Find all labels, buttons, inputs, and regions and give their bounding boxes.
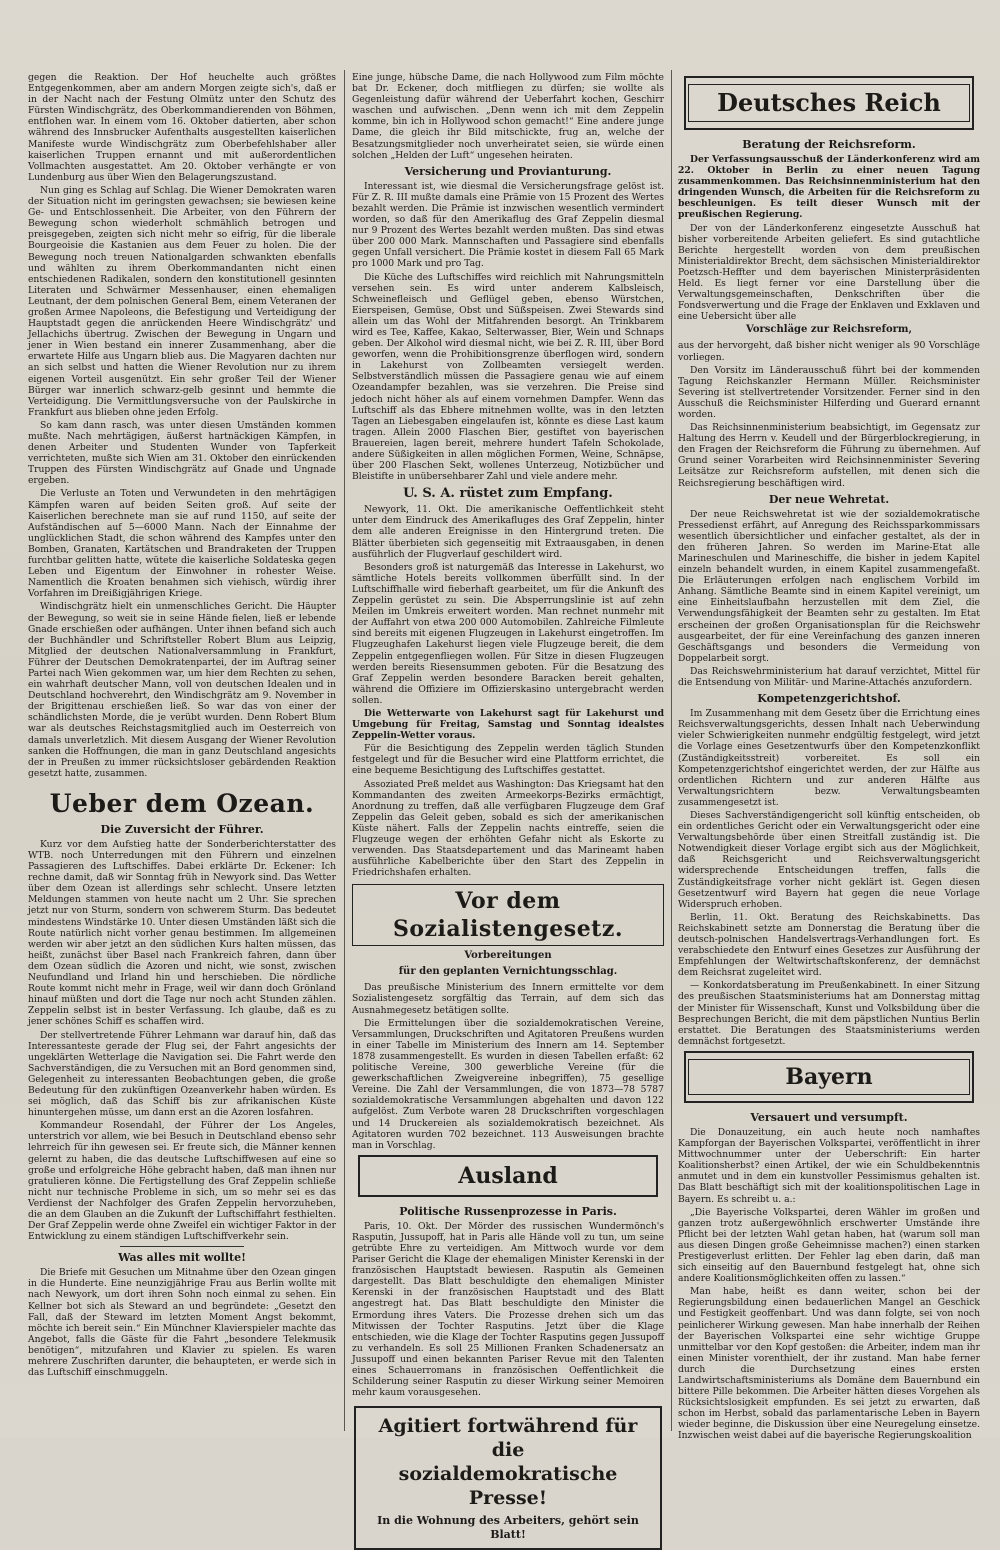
divider xyxy=(120,1246,243,1247)
paragraph: Dieses Sachverständigengericht soll künftig entscheiden, ob ein ordentliches Gericht oder ein Verwaltungsgericht oder eine Verwaltungsbehörde über einen Streitfall zuständig ist. Die Notwendigkeit dieser Vorlage ergibt sich aus der Möglichkeit, daß Reichsgericht und Reichsverwaltungsgericht widersprechende Entscheidungen treffen, falls die Zuständigkeitsfrage vorher nicht geklärt ist. Gegen diesen Gesetzentwurf wird Bayern hat gegen die neue Vorlage Widerspruch erhoben. xyxy=(678,809,980,910)
ocean-heading: Ueber dem Ozean. xyxy=(49,788,315,818)
column-left xyxy=(28,72,336,1429)
column-rule xyxy=(671,70,672,1431)
ad-line-2: sozialdemokratische Presse! xyxy=(398,1463,618,1510)
advertisement-box xyxy=(354,1406,662,1550)
wollte-heading: Was alles mit wollte! xyxy=(118,1251,246,1265)
bayern-subheading: Versauert und versumpft. xyxy=(750,1110,908,1124)
reich-heading-box xyxy=(684,76,974,130)
kompetenz-heading: Kompetenzgerichtshof. xyxy=(757,692,901,706)
usa-heading: U. S. A. rüstet zum Empfang. xyxy=(403,486,613,502)
intro-article xyxy=(28,72,336,779)
ad-line-1: Agitiert fortwährend für die xyxy=(378,1415,638,1462)
reich-heading: Deutsches Reich xyxy=(688,84,970,122)
ocean-subheading: Die Zuversicht der Führer. xyxy=(100,822,264,836)
sozial-subheading-2: für den geplanten Vernichtungsschlag. xyxy=(398,966,618,978)
ausland-subheading: Politische Russenprozesse in Paris. xyxy=(399,1204,617,1218)
paragraph: Newyork, 11. Okt. Die amerikanische Oeffentlichkeit steht unter dem Eindruck des Amerikafluges des Graf Zeppelin, hinter dem alle anderen Ereignisse in den Hintergrund treten. Die Blätter überbieten sich gegenseitig mit Extraausgaben, in denen ausführlich der Flugverlauf geschildert wird. xyxy=(352,504,664,560)
paragraph: aus der hervorgeht, daß bisher nicht weniger als 90 Vorschläge vorliegen. xyxy=(678,340,980,363)
paragraph: Kurz vor dem Aufstieg hatte der Sonderberichterstatter des WTB. noch Unterredungen mit den Führern und einzelnen Passagieren des Luftschiffes. Dabei erklärte Dr. Eckener: Ich rechne damit, daß wir Sonntag früh in Newyork sind. Das Wetter über dem Ozean ist allerdings sehr schlecht. Unsere letzten Meldungen stammen von heute nacht um 2 Uhr. Sie sprechen jetzt nur von Sturm, sondern von schwerem Sturm. Das bedeutet mindestens Windstärke 10. Unter diesen Umständen läßt sich die Route natürlich nicht vorher genau bestimmen. Im allgemeinen werden wir aber jetzt an den südlichen Kurs halten müssen, das heißt, zunächst über Basel nach Frankreich fahren, dann über dem Ozean südlich die Azoren und nicht, wie sonst, zwischen Neufundland und Irland hin und herschieben. Die nördliche Route kommt nicht mehr in Frage, weil wir dann doch Grönland hinauf müßten und dort die Tage nur noch acht Stunden zählen. Zeppelin selbst ist in bester Verfassung. Ich glaube, daß es zu jener schönes Schiff es schaffen wird. xyxy=(28,838,336,1028)
paragraph: Die Briefe mit Gesuchen um Mitnahme über den Ozean gingen in die Hunderte. Eine neunzigjährige Frau aus Berlin wollte mit nach Newyork, um dort ihren Sohn noch einmal zu sehen. Ein Kellner bot sich als Steward an und begründete: „Gesetzt den Fall, daß der Steward im letzten Moment Angst bekommt, möchte ich bereit sein.“ Ein Münchner Klavierspieler machte das Angebot, falls die Gäste für die Fahrt „besondere Telekmusik benötigen“, mitzufahren und Klavier zu spielen. Es waren mehrere Zuschriften darunter, die behaupteten, er werde sich in das Luftschiff einschmuggeln. xyxy=(28,1267,336,1379)
paragraph: Für die Besichtigung des Zeppelin werden täglich Stunden festgelegt und für die Besucher wird eine Plattform errichtet, die eine bequeme Besichtigung des Luftschiffes gestattet. xyxy=(352,743,664,777)
column-middle xyxy=(352,72,664,1542)
paragraph: Nun ging es Schlag auf Schlag. Die Wiener Demokraten waren der Situation nicht im geringsten gewachsen; sie bewiesen keine Ge- und Entschlossenheit. Die Arbeiter, von den Führern der Bewegung schon wiederholt schmählich betrogen und preisgegeben, zeigten sich nicht mehr so eifrig, für die liberale Bourgeoisie die Kastanien aus dem Feuer zu holen. Die der Bewegung noch treuen Nationalgarden schwankten ebenfalls und wählten zu ihrem Oberkommandanten nicht einen entschiedenen Radikalen, sondern den konstitutionell gesinnten Literaten und Schwärmer Messenhauser, einen ehemaligen Leutnant, der dem polnischen General Bem, einem Veteranen der großen Armee Napoleons, die Befestigung und Verteidigung der Hauptstadt gegen die anrückenden Heere Windischgrätz' und Jellachichs übertrug. Zwischen der Bewegung in Ungarn und jener in Wien bestand ein innerer Zusammenhang, aber die erwartete Hilfe aus Ungarn blieb aus. Die Magyaren dachten nur an sich selbst und hatten die Wiener Revolution nur zu ihrem eigenen Vorteil ausgenützt. Ein sehr großer Teil der Wiener Bürger war innerlich schwarz-gelb gesinnt und hemmte die Verteidigung. Die Vermittlungsversuche von der Paulskirche in Frankfurt aus blieben ohne jeden Erfolg. xyxy=(28,184,336,418)
ausland-heading-box xyxy=(358,1155,658,1197)
paragraph: Die Ermittelungen über die sozialdemokratischen Vereine, Versammlungen, Druckschriften und Agitatoren Preußens wurden in einer Tabelle im Ministerium des Innern am 14. September 1878 zusammengestellt. Es wurden in diesen Tabellen erfaßt: 62 politische Vereine, 300 gewerbliche Vereine (für die gewerkschaftlichen Zweigvereine inbegriffen), 75 gesellige Vereine. Die Zahl der Versammlungen, die von 1873—78 5787 sozialdemokratische Versammlungen abgehalten und davon 122 aufgelöst. Zum Verbote waren 28 Druckschriften vorgeschlagen und 14 Druckereien als sozialdemokratisch bezeichnet. Als Agitatoren wurden 702 bezeichnet. 113 Ausweisungen brachte man in Vorschlag. xyxy=(352,1017,664,1151)
reich-subheading: Beratung der Reichsreform. xyxy=(742,138,916,151)
paragraph: Windischgrätz hielt ein unmenschliches Gericht. Die Häupter der Bewegung, so weit sie in seine Hände fielen, ließ er lebende Gnade erschießen oder aufhängen. Unter ihnen befand sich auch der Buchhändler und Schriftsteller Robert Blum aus Leipzig, Mitglied der deutschen Nationalversammlung in Frankfurt, Führer der Deutschen Demokratenpartei, der im Auftrag seiner Partei nach Wien gekommen war, um hier dem Rechten zu sehen, ein wahrhaft deutscher Mann, voll von deutschen Idealen und in Deutschland hochverehrt, den Windischgrätz am 9. November in der Brigittenau erschießen ließ. So war das von einer der schändlichsten Morde, die je verübt wurden. Denn Robert Blum war als deutsches Reichstagsmitglied auch im Oesterreich von damals unverletzlich. Mit diesem Ausgang der Wiener Revolution sanken die Hoffnungen, die man in ganz Deutschland angesichts der in Preußen zu immer rücksichtsloser gebärdenden Reaktion gesetzt hatte, zusammen. xyxy=(28,601,336,779)
paragraph: gegen die Reaktion. Der Hof heuchelte auch größtes Entgegenkommen, aber am andern Morgen zeigte sich's, daß er in der Nacht nach der Festung Olmütz unter den Schutz des Fürsten Windischgrätz, des Oberkommandierenden von Böhmen, entflohen war. In einem vom 16. Oktober datierten, aber schon während des Innsbrucker Aufenthalts ausgestellten kaiserlichen Manifeste wurde Windischgrätz zum Oberbefehlshaber aller kaiserlichen Truppen ernannt und mit außerordentlichen Vollmachten ausgestattet. Am 20. Oktober verhängte er von Lundenburg aus über Wien den Belagerungszustand. xyxy=(28,72,336,183)
column-right xyxy=(678,72,980,1442)
paragraph: Das Reichswehrministerium hat darauf verzichtet, Mittel für die Entsendung von Militär- und Marine-Attachés anzufordern. xyxy=(678,665,980,689)
paragraph: Interessant ist, wie diesmal die Versicherungsfrage gelöst ist. Für Z. R. III mußte damals eine Prämie von 15 Prozent des Wertes bezahlt werden. Die Prämie ist inzwischen wesentlich vermindert worden, so daß für den Amerikaflug des Graf Zeppelin diesmal nur 9 Prozent des Wertes bezahlt werden mußten. Das sind etwas über 200 000 Mark. Mannschaften und Passagiere sind ebenfalls gegen Unfall versichert. Die Prämie kostet in diesem Fall 65 Mark pro 1000 Mark und pro Tag. xyxy=(352,180,664,270)
paragraph: Eine junge, hübsche Dame, die nach Hollywood zum Film möchte bat Dr. Eckener, doch mitfliegen zu dürfen; sie wollte als Gegenleistung dafür während der Ueberfahrt kochen, Geschirr waschen und aufwischen. „Denn wenn ich mit dem Zeppelin komme, bin ich in Hollywood schon gemacht!“ Eine andere junge Dame, die gleich ihr Bild mitschickte, frug an, welche der Besatzungsmitglieder noch unverheiratet seien, sie würde einen solchen „Helden der Luft“ ungesehen heiraten. xyxy=(352,72,664,161)
paragraph: Im Zusammenhang mit dem Gesetz über die Errichtung eines Reichsverwaltungsgerichts, dessen Inhalt nach Ueberwindung vieler Schwierigkeiten nunmehr endgültig festgelegt, wird jetzt die Vorlage eines Gesetzentwurfs über den Kompetenzkonflikt (Zuständigkeitsstreit) vorbereitet. Es soll ein Kompetenzgerichtshof eingerichtet werden, der zur Hälfte aus ordentlichen Richtern und zur anderen Hälfte aus Verwaltungsrichtern bezw. Verwaltungsbeamten zusammengesetzt ist. xyxy=(678,708,980,808)
paragraph: Paris, 10. Okt. Der Mörder des russischen Wundermönch's Rasputin, Jussupoff, hat in Paris alle Hände voll zu tun, um seine getrübte Ehre zu verteidigen. Am Mittwoch wurde vor dem Pariser Gericht die Klage der ehemaligen Minister Kerenski in der französischen Hauptstadt bewiesen. Rasputin als Gemeinen dargestellt. Das Blatt beschuldigte den ehemaligen Minister Kerenski in der französischen Hauptstadt und des Blatt angestregt hat. Das Blatt beschuldigte den Minister die Ermordung ihres Vaters. Die Prozesse drehen sich um das Mitwissen der Tochter Rasputins. Jetzt über die Klage entschieden, wie die Klage der Tochter Rasputins gegen Jussupoff zu verhandeln. Es soll 25 Millionen Franken Schadenersatz an Jussupoff und einen bekannten Pariser Revue mit den Talenten eines Schauerromans in französischen Oeffentlichkeit die Schilderung seiner Rasputin zu dieser Wirkung seiner Memoiren mehr kaum vorausgesehen. xyxy=(352,1220,664,1399)
ad-line-3: In die Wohnung des Arbeiters, gehört sein Blatt! xyxy=(377,1514,639,1542)
paragraph: Die Verluste an Toten und Verwundeten in den mehrtägigen Kämpfen waren auf beiden Seiten groß. Auf seite der Kaiserlichen berechnete man sie auf rund 1150, auf seite der Aufständischen auf 5—6000 Mann. Nach der Einnahme der unglücklichen Stadt, die schon während des Kampfes unter den Bomben, Granaten, Kartätschen und Brandraketen der Truppen furchtbar gelitten hatte, wütete die kaiserliche Soldateska gegen Leben und Eigentum der Einwohner in rohester Weise. Namentlich die Kroaten benahmen sich viehisch, würdig ihrer Vorfahren im Dreißigjährigen Kriege. xyxy=(28,488,336,600)
sozial-heading: Vor dem Sozialistengesetz. xyxy=(352,884,664,946)
paragraph: Das Reichsinnenministerium beabsichtigt, im Gegensatz zur Haltung des Herrn v. Keudell und der Bürgerblockregierung, in den Fragen der Reichsreform die Führung zu übernehmen. Auf Grund seiner Vorarbeiten wird Reichsinnenminister Severing Leitsätze zur Reichsreform aufstellen, mit denen sich die Reichsregierung beschäftigen wird. xyxy=(678,422,980,489)
paragraph: Die Wetterwarte von Lakehurst sagt für Lakehurst und Umgebung für Freitag, Samstag und Sonntag idealstes Zeppelin-Wetter voraus. xyxy=(352,707,664,742)
paragraph: — Konkordatsberatung im Preußenkabinett. In einer Sitzung des preußischen Staatsministeriums hat am Donnerstag mittag der Minister für Wissenschaft, Kunst und Volksbildung über die Besprechungen Bericht, die mit dem päpstlichen Nuntius Berlin erstattet. Die Beratungen des Staatsministeriums werden demnächst fortgesetzt. xyxy=(678,980,980,1047)
paragraph: So kam dann rasch, was unter diesen Umständen kommen mußte. Nach mehrtägigen, äußerst hartnäckigen Kämpfen, in denen Arbeiter und Studenten Wunder von Tapferkeit verrichteten, mußte sich Wien am 31. Oktober den einrückenden Truppen des Fürsten Windischgrätz auf Gnade und Ungnade ergeben. xyxy=(28,419,336,487)
paragraph: Die Donauzeitung, ein auch heute noch namhaftes Kampforgan der Bayerischen Volkspartei, veröffentlicht in ihrer Mittwochnummer unter der Ueberschrift: Ein harter Koalitionsherbst? einen Artikel, der wie ein Schuldbekenntnis anmutet und in dem ein kunstvoller Pessimismus gehalten ist. Das Blatt beschäftigt sich mit der koalitionspolitischen Lage in Bayern. Es schreibt u. a.: xyxy=(678,1126,980,1205)
ausland-heading: Ausland xyxy=(458,1162,558,1189)
paragraph: Den Vorsitz im Länderausschuß führt bei der kommenden Tagung Reichskanzler Hermann Müller. Reichsminister Severing ist stellvertretender Vorsitzender. Ferner sind in den Ausschuß die Reichsminister Hilferding und Guerard ernannt worden. xyxy=(678,364,980,420)
paragraph: Berlin, 11. Okt. Beratung des Reichskabinetts. Das Reichskabinett setzte am Donnerstag die Beratung über die deutsch-polnischen Handelsvertrags-Verhandlungen fort. Es verabschiedete den Entwurf eines Gesetzes zur Ausführung der Empfehlungen der Weltwirtschaftskonferenz, der demnächst dem Reichsrat zugeleitet wird. xyxy=(678,911,980,979)
paragraph: „Die Bayerische Volkspartei, deren Wähler im großen und ganzen trotz außergewöhnlich erschwerter Umstände ihre Pflicht bei der letzten Wahl getan haben, hat (warum soll man aus diesen Dingen große Geheimnisse machen?) einen starken Prestigeverlust erlitten. Der Fehler lag eben darin, daß man sich einseitig auf den Bauernbund festgelegt hat, ohne sich andere Koalitionsmöglichkeiten offen zu lassen.“ xyxy=(678,1206,980,1285)
bayern-heading: Bayern xyxy=(688,1059,970,1095)
paragraph: Der stellvertretende Führer Lehmann war darauf hin, daß das Interessanteste gerade der Flug sei, der Fahrt angesichts der ungeklärten Wetterlage die Navigation sei. Die Fahrt werde den Sachverständigen, die zu Versuchen mit an Bord genommen sind, Gelegenheit zu interessanten Beobachtungen geben, die große Bedeutung für den zukünftigen Ozeanverkehr haben würden. Es sei möglich, daß das Schiff bis zur afrikanischen Küste hinuntergehen müsse, um dann erst an die Azoren losfahren. xyxy=(28,1029,336,1119)
paragraph: Kommandeur Rosendahl, der Führer der Los Angeles, unterstrich vor allem, wie bei Besuch in Deutschland ebenso sehr lehrreich für ihn gewesen sei. Er freute sich, die Männer kennen gelernt zu haben, die das deutsche Luftschiffwesen auf eine so große und erfolgreiche Höhe gebracht haben, daß man ihnen nur gratulieren könne. Die Fertigstellung des Graf Zeppelin schließe nicht nur technische Probleme in sich, um so mehr sei es das Verdienst der Nachfolger des Grafen Zeppelin hervorzuheben, die an dem Glauben an die Zukunft der Luftschiffahrt festhielten. Der Graf Zeppelin werde ohne Zweifel ein wichtiger Faktor in der Entwicklung zu einem ständigen Luftschiffverkehr sein. xyxy=(28,1120,336,1243)
paragraph: Besonders groß ist naturgemäß das Interesse in Lakehurst, wo sämtliche Hotels bereits vollkommen überfüllt sind. In der Luftschiffhalle wird fieberhaft gearbeitet, um für die Ankunft des Zeppelin gerüstet zu sein. Die Absperrungslinie ist auf zehn Meilen im Umkreis erweitert worden. Man rechnet nunmehr mit der Auffahrt von etwa 200 000 Automobilen. Zahlreiche Filmleute sind bereits mit eigenen Flugzeugen in Lakehurst eingetroffen. Im Flugzeughafen Lakehurst liegen viele Flugzeuge bereit, die dem Zeppelin entgegenfliegen wollen. Für Sitze in diesen Flugzeugen werden bereits Riesensummen geboten. Für die Besatzung des Graf Zeppelin werden besondere Baracken bereit gehalten, während die Offiziere im Offizierskasino untergebracht werden sollen. xyxy=(352,561,664,706)
paragraph: Der Verfassungsausschuß der Länderkonferenz wird am 22. Oktober in Berlin zu einer neuen Tagung zusammenkommen. Das Reichsinnenministerium hat den dringenden Wunsch, die Arbeiten für die Reichsreform zu beschleunigen. Es teilt dieser Wunsch mit der preußischen Regierung. xyxy=(678,154,980,221)
paragraph: Assoziated Preß meldet aus Washington: Das Kriegsamt hat den Kommandanten des zweiten Armeekorps-Bezirks ermächtigt, Anordnung zu treffen, daß alle verfügbaren Flugzeuge dem Graf Zeppelin das Geleit geben, sobald es sich der amerikanischen Küste nähert. Falls der Zeppelin nachts eintreffe, seien die Flugzeuge wegen der erhöhten Gefahr nicht als Eskorte zu verwenden. Das Staatsdepartement und das Marineamt haben ausführliche Kabelberichte über den Start des Zeppelin in Friedrichshafen erhalten. xyxy=(352,778,664,879)
column-rule xyxy=(344,70,345,1431)
bayern-heading-box xyxy=(684,1051,974,1103)
vorschlaege-label: Vorschläge zur Reichsreform, xyxy=(746,324,912,336)
paragraph: Man habe, heißt es dann weiter, schon bei der Regierungsbildung einen bedauerlichen Mangel an Geschick und Festigkeit geoffenbart. Und was dann folgte, sei von noch peinlicherer Wirkung gewesen. Man habe innerhalb der Reihen der Bayerischen Volkspartei eine sehr wichtige Gruppe unmittelbar vor den Kopf gestoßen: die Arbeiter, indem man ihr einen Minister vorenthielt, der ihr zustand. Man habe ferner durch die Durchsetzung eines ersten Landwirtschaftsministeriums als Domäne dem Bauernbund ein bittere Pille bekommen. Die Arbeiter hätten dieses Vorgehen als Rücksichtslosigkeit empfunden. Es sei jetzt zu erwarten, daß schon im Herbst, sobald das parlamentarische Leben in Bayern wieder beginne, die Diskussion über eine Neuregelung einsetze. Inzwischen weist dabei auf die bayerische Regierungskoalition xyxy=(678,1286,980,1442)
wehretat-heading: Der neue Wehretat. xyxy=(768,492,890,506)
paragraph: Der neue Reichswehretat ist wie der sozialdemokratische Pressedienst erfährt, auf Anregung des Reichssparkommissars wesentlich übersichtlicher und einfacher gestaltet, als der in den früheren Jahren. So werden im Marine-Etat alle Marineschulen und Marineschiffe, die bisher in jedem Kapitel einzeln behandelt wurden, in einem Kapitel zusammengefaßt. Die Erläuterungen erfolgen nach englischem Vorbild im Anhang. Sämtliche Beamte sind in einem Kapitel vereinigt, um eine Einheitslaufbahn herzustellen mit dem Ziel, die Verwendungsfähigkeit der Beamten sehr zu gestalten. Im Etat erscheinen der großen Organisationsplan für die Reichswehr ausgearbeitet, der für eine Vereinfachung des ganzen inneren Geschäftsgangs und besonders die Vermeidung von Doppelarbeit sorgt. xyxy=(678,508,980,664)
paragraph: Das preußische Ministerium des Innern ermittelte vor dem Sozialistengesetz sorgfältig das Terrain, auf dem sich das Ausnahmegesetz betätigen sollte. xyxy=(352,982,664,1016)
paragraph: Die Küche des Luftschiffes wird reichlich mit Nahrungsmitteln versehen sein. Es wird unter anderem Kalbsleisch, Schweinefleisch und Geflügel geben, ebenso Würstchen, Eierspeisen, Gemüse, Obst und Süßspeisen. Zwei Stewards sind allein um das Wohl der Mitfahrenden besorgt. An Trinkbarem wird es Tee, Kaffee, Kakao, Selterwasser, Bier, Wein und Schnaps geben. Der Alkohol wird diesmal nicht, wie bei Z. R. III, über Bord geworfen, wenn die Prohibitionsgrenze überflogen wird, sondern in Lakehurst von Zollbeamten versiegelt werden. Selbstverständlich müssen die Passagiere genau wie auf einem Ozeandampfer bezahlen, was sie verzehren. Die Preise sind jedoch nicht höher als auf einem vornehmen Dampfer. Wenn das Luftschiff als das Ebhere mitnehmen wollte, was in den letzten Tagen an Liebesgaben eingelaufen ist, könnte es diese Last kaum tragen. Allein 2000 Flaschen Bier, gestiftet von bayerischen Brauereien, lagen bereit, mehrere hundert Tafeln Schokolade, andere Süßigkeiten in allen möglichen Formen, Weine, Schnäpse, über 200 Flaschen Sekt, wollenes Unterzeug, Notizbücher und Bleistifte in unübersehbarer Zahl und viele andere mehr. xyxy=(352,271,664,483)
versicherung-heading: Versicherung und Provianturung. xyxy=(404,164,612,178)
sozial-subheading-1: Vorbereitungen xyxy=(464,950,552,962)
paragraph: Der von der Länderkonferenz eingesetzte Ausschuß hat bisher vorbereitende Arbeiten geliefert. Es sind gutachtliche Berichte hergestellt worden von dem preußischen Ministerialdirektor Brecht, dem sächsischen Ministerialdirektor Poetzsch-Heffter und dem bayerischen Ministerpräsidenten Held. Es liegt ferner vor eine Darstellung über die Verwaltungsgemeinschaften, Denkschriften über die Fondsverwertung und die Frage der Enklaven und Exklaven und eine Uebersicht über alle xyxy=(678,222,980,323)
